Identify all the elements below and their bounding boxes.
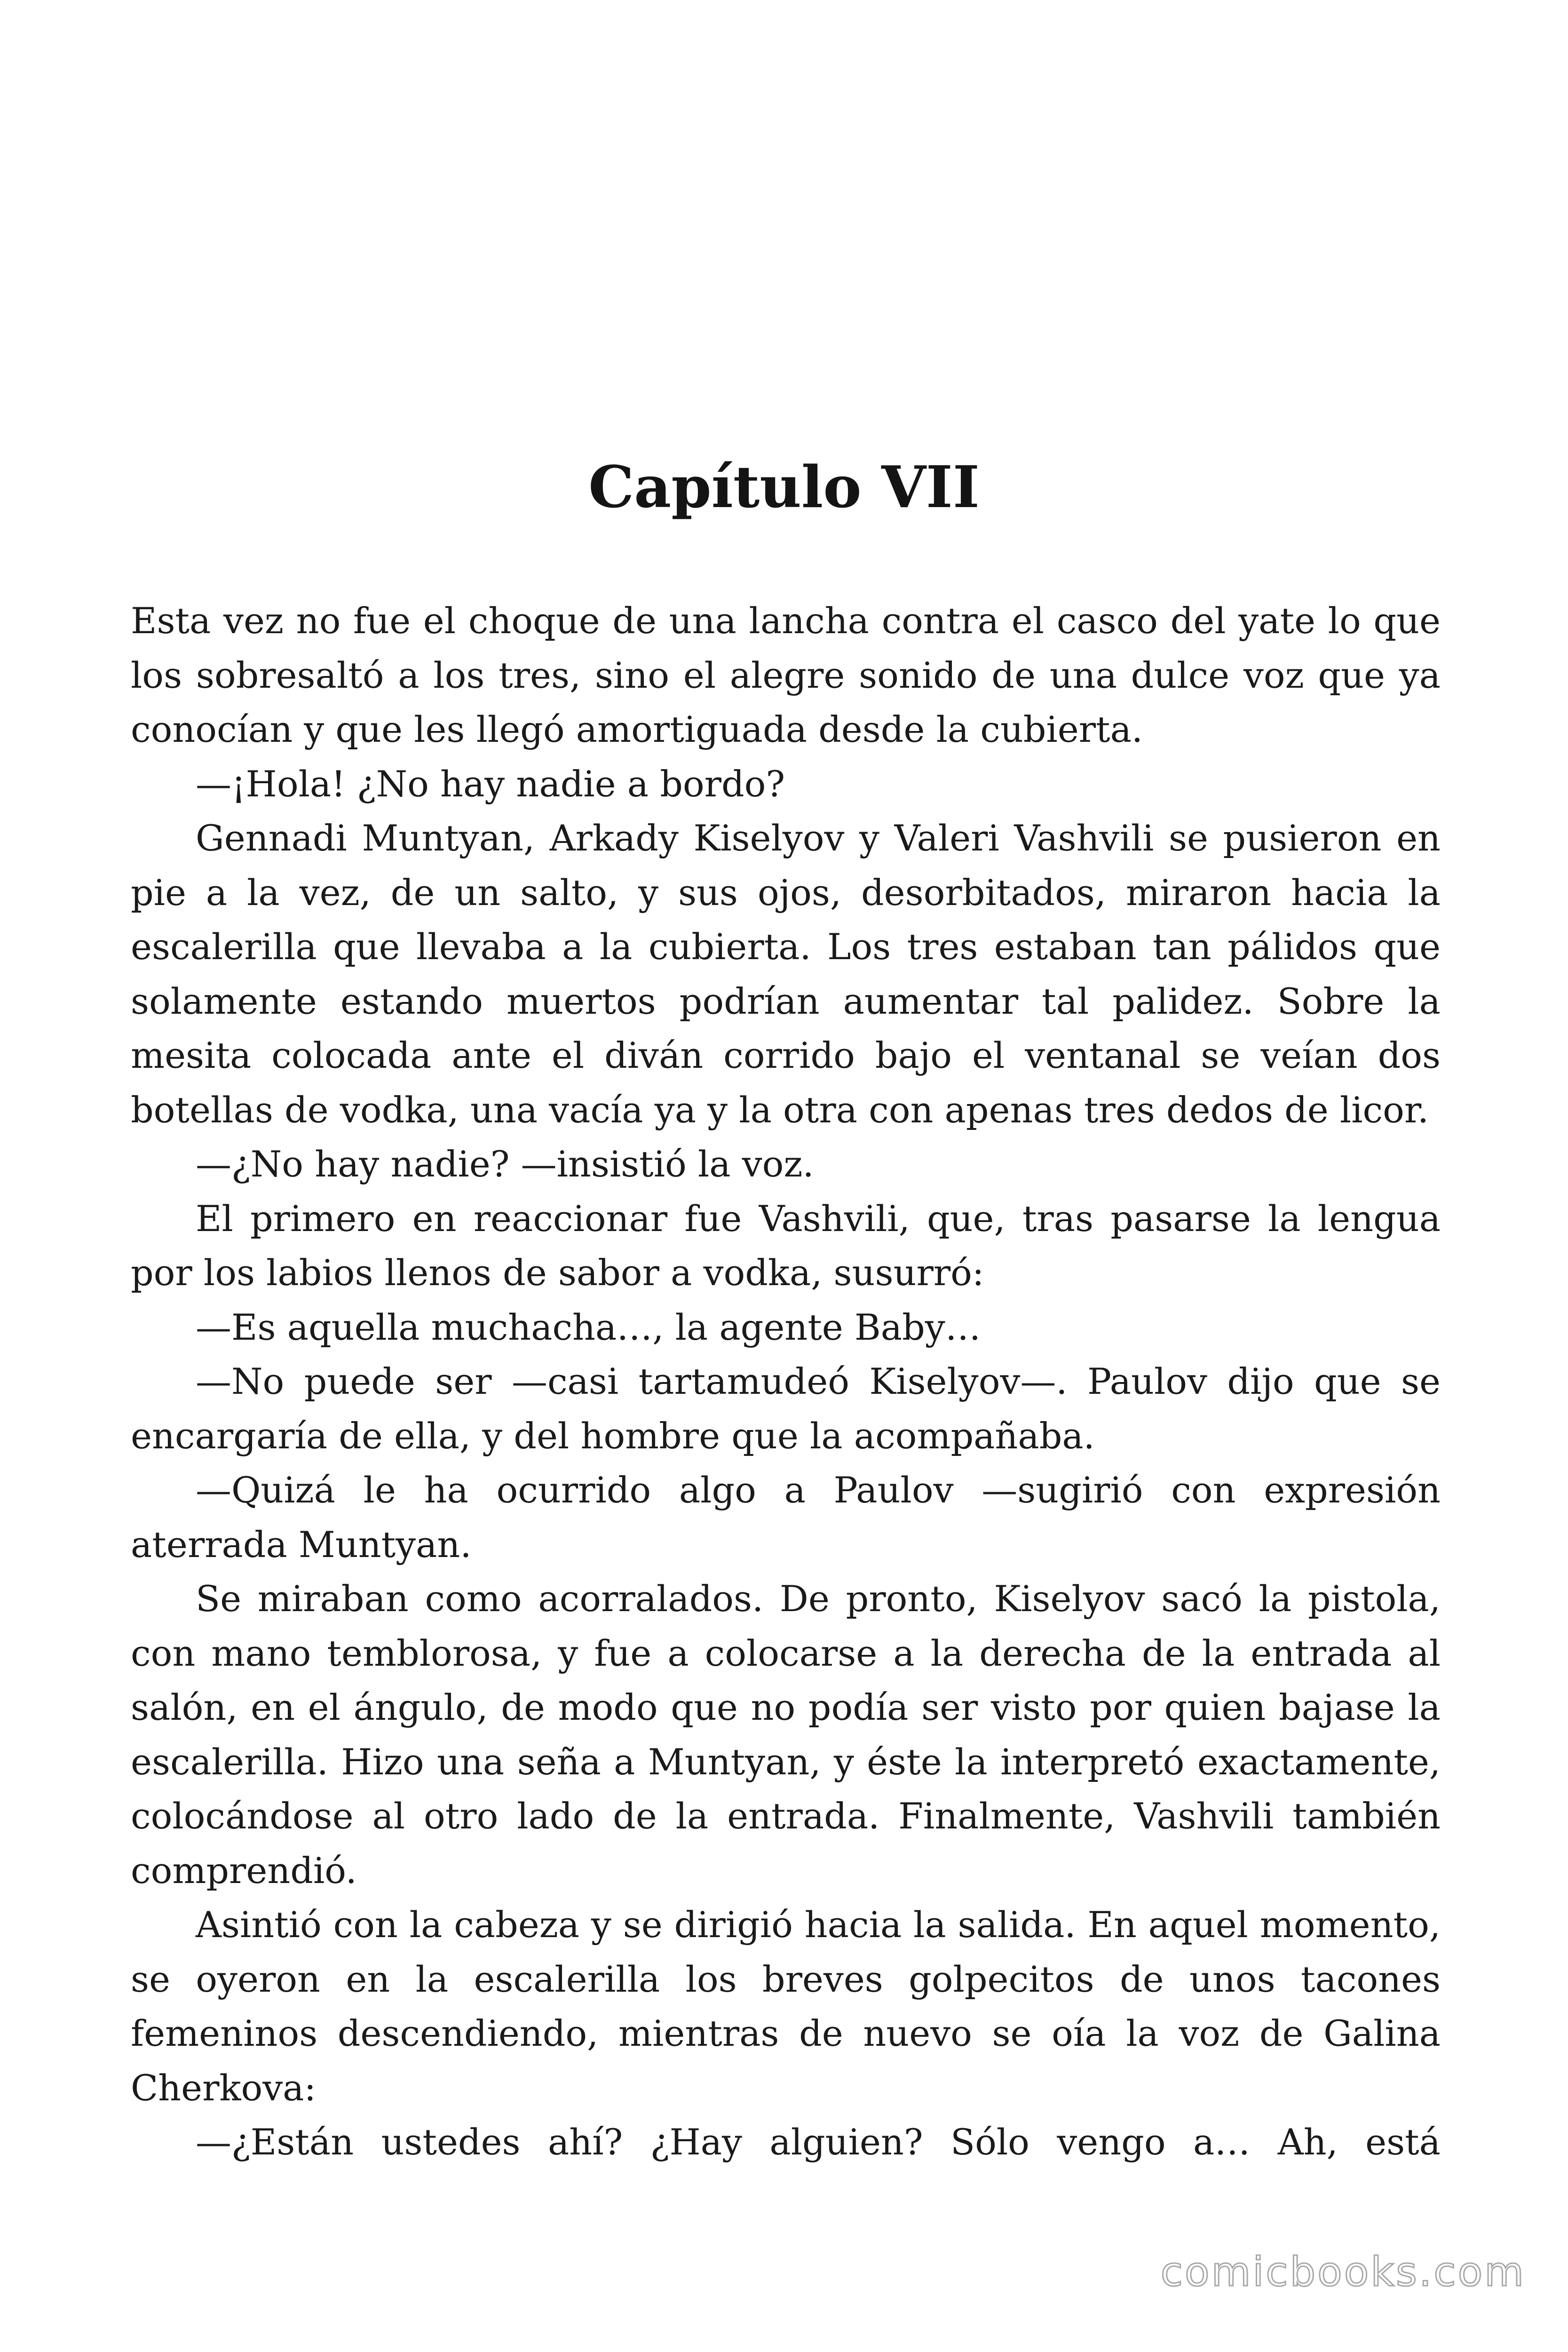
paragraph: Gennadi Muntyan, Arkady Kiselyov y Valeri Vashvili se pusieron en pie a la vez, de un salto, y sus ojos, desorbitados, miraron hacia la escalerilla que llevaba a la cubierta. Los tres estaban tan pálidos que solamente estando muertos podrían aumentar tal palidez. Sobre la mesita colocada ante el diván corrido bajo el ventanal se veían dos botellas de vodka, una vacía ya y la otra con apenas tres dedos de licor.	[131, 817, 1441, 1131]
paragraph: Se miraban como acorralados. De pronto, Kiselyov sacó la pistola, con mano temblorosa, y fue a colocarse a la derecha de la entrada al salón, en el ángulo, de modo que no podía ser visto por quien bajase la escalerilla. Hizo una seña a Muntyan, y éste la interpretó exactamente, colocándose al otro lado de la entrada. Finalmente, Vashvili también comprendió.	[131, 1578, 1441, 1891]
paragraph: El primero en reaccionar fue Vashvili, que, tras pasarse la lengua por los labios llenos de sabor a vodka, susurró:	[131, 1197, 1441, 1294]
paragraph: Esta vez no fue el choque de una lancha contra el casco del yate lo que los sobresaltó a los tres, sino el alegre sonido de una dulce voz que ya conocían y que les llegó amortiguada desde la cubierta.	[131, 600, 1441, 750]
paragraph: —¿No hay nadie? —insistió la voz.	[196, 1143, 814, 1185]
watermark: comicbooks.com	[1160, 2249, 1526, 2296]
paragraph: Asintió con la cabeza y se dirigió hacia la salida. En aquel momento, se oyeron en la escalerilla los breves golpecitos de unos tacones femeninos descendiendo, mientras de nuevo se oía la voz de Galina Cherkova:	[131, 1904, 1441, 2109]
chapter-body	[131, 594, 1441, 2169]
paragraph: —Es aquella muchacha…, la agente Baby…	[196, 1306, 981, 1348]
paragraph: —No puede ser —casi tartamudeó Kiselyov—. Paulov dijo que se encargaría de ella, y del hombre que la acompañaba.	[131, 1360, 1441, 1457]
chapter-title: Capítulo VII	[588, 453, 980, 521]
paragraph: —Quizá le ha ocurrido algo a Paulov —sugirió con expresión aterrada Muntyan.	[131, 1469, 1441, 1565]
paragraph: —¿Están ustedes ahí? ¿Hay alguien? Sólo vengo a… Ah, está	[196, 2121, 1441, 2163]
paragraph: —¡Hola! ¿No hay nadie a bordo?	[196, 763, 785, 805]
